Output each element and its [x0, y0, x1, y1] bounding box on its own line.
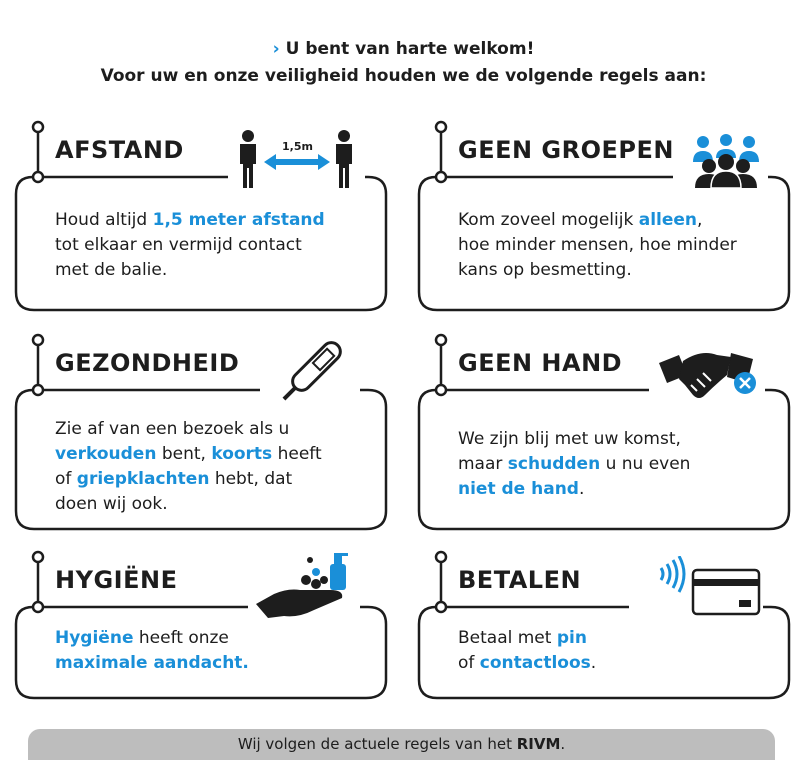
body-text: Houd altijd [55, 210, 153, 230]
highlight-text: maximale aandacht. [55, 653, 249, 673]
card-body [458, 626, 768, 676]
card-title: AFSTAND [55, 136, 184, 164]
card-title: HYGIËNE [55, 566, 178, 594]
hand-soap-icon [254, 550, 354, 624]
body-text: Zie af van een bezoek als u [55, 419, 290, 439]
body-text: . [590, 653, 597, 673]
card-body [458, 208, 768, 283]
card-body [458, 427, 768, 502]
body-text: u nu even [600, 454, 691, 474]
body-text: bent, [156, 444, 212, 464]
chevron-right-icon: › [272, 39, 280, 59]
body-text: doen wij ook. [55, 494, 168, 514]
footer-end: . [560, 735, 566, 753]
body-text: of [458, 653, 480, 673]
two-people-distance-icon [234, 128, 364, 190]
body-text: Kom zoveel mogelijk [458, 210, 639, 230]
highlight-text: alleen [638, 210, 698, 230]
handshake-icon [657, 345, 763, 407]
highlight-text: verkouden [55, 444, 157, 464]
card-geen-groepen [413, 120, 793, 320]
body-text: met de balie. [55, 260, 168, 280]
card-title: GEEN GROEPEN [458, 136, 674, 164]
footer-brand: RIVM [516, 735, 561, 753]
body-text: hebt, dat [209, 469, 293, 489]
body-text: maar [458, 454, 508, 474]
body-text: heeft [272, 444, 322, 464]
card-title: GEZONDHEID [55, 349, 240, 377]
highlight-text: koorts [211, 444, 273, 464]
highlight-text: 1,5 meter afstand [152, 210, 325, 230]
card-hygiene [10, 550, 390, 750]
highlight-text: schudden [507, 454, 601, 474]
highlight-text: pin [556, 628, 587, 648]
body-text: . [578, 479, 585, 499]
contactless-card-icon [655, 556, 765, 620]
highlight-text: griepklachten [76, 469, 210, 489]
body-text: heeft onze [133, 628, 229, 648]
card-title: BETALEN [458, 566, 582, 594]
body-text: hoe minder mensen, hoe minder [458, 235, 737, 255]
card-body [55, 208, 365, 283]
highlight-text: niet de hand [458, 479, 579, 499]
thermometer-icon [268, 337, 348, 413]
welcome-heading [0, 39, 807, 59]
distance-label: 1,5m [282, 140, 313, 153]
rules-intro: Voor uw en onze veiligheid houden we de volgende regels aan: [100, 66, 707, 86]
card-geen-hand [413, 333, 793, 533]
group-icon [691, 132, 761, 190]
body-text: tot elkaar en vermijd contact [55, 235, 302, 255]
card-betalen [413, 550, 793, 750]
highlight-text: Hygiëne [55, 628, 134, 648]
footer-banner [28, 729, 775, 760]
highlight-text: contactloos [479, 653, 591, 673]
body-text: Betaal met [458, 628, 557, 648]
card-afstand [10, 120, 390, 320]
body-text: kans op besmetting. [458, 260, 632, 280]
card-gezondheid [10, 333, 390, 533]
body-text: , [697, 210, 703, 230]
footer-text: Wij volgen de actuele regels van het [237, 735, 517, 753]
card-title: GEEN HAND [458, 349, 623, 377]
card-body [55, 417, 365, 517]
card-body [55, 626, 365, 676]
body-text: We zijn blij met uw komst, [458, 429, 681, 449]
welcome-text: U bent van harte welkom! [285, 39, 535, 59]
body-text: of [55, 469, 77, 489]
